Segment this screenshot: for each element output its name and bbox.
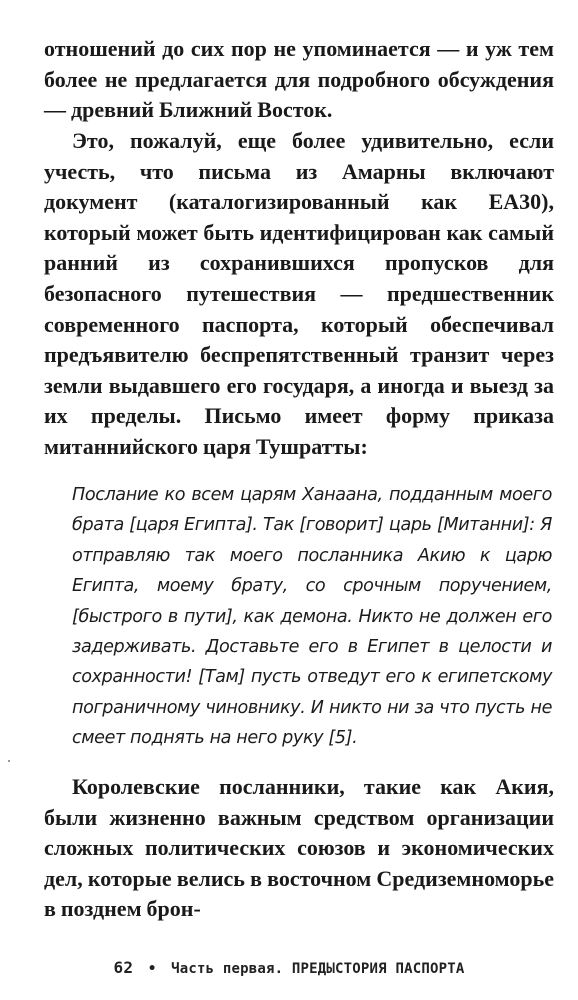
block-quote: Послание ко всем царям Ханаана, подданным моего брата [царя Египта]. Так [говорит] царь [Митанни]: Я отправляю так моего посланника Акию к царю Египта, моему брату, со срочным поручением, [быстрого в пути], как демона. Никто не должен его задерживать. Доставьте его в Египет в целости и сохранности! [Там] пусть отведут его к египетскому пограничному чиновнику. И никто ни за что пусть не смеет поднять на него руку [5]. [72, 485, 552, 749]
running-title: Часть первая. ПРЕДЫСТОРИЯ ПАСПОРТА [171, 961, 465, 977]
page-number: 62 [113, 958, 134, 977]
body-paragraph-2: Это, пожалуй, еще более удивительно, если учесть, что письма из Амарны включают документ (каталогизированный как EA30), который может быть идентифицирован как самый ранний из сохранившихся пропусков для безопасного путешествия — предшественник современного паспорта, который обеспечивал предъявителю беспрепятственный транзит через земли выдавшего его государя, а иногда и выезд за их пределы. Письмо имеет форму приказа митаннийского царя Тушратты: [44, 128, 554, 459]
scan-speck [8, 760, 10, 762]
body-paragraph-3: Королевские посланники, такие как Акия, были жизненно важным средством организации сложных политических союзов и экономических дел, которые велись в восточном Средиземноморье в позднем брон- [44, 774, 554, 922]
footer-separator: • [147, 961, 157, 977]
page-footer [0, 958, 578, 977]
body-paragraph-1: отношений до сих пор не упоминается — и уж тем более не предлагается для подробного обсуждения — древний Ближний Восток. [44, 36, 554, 123]
